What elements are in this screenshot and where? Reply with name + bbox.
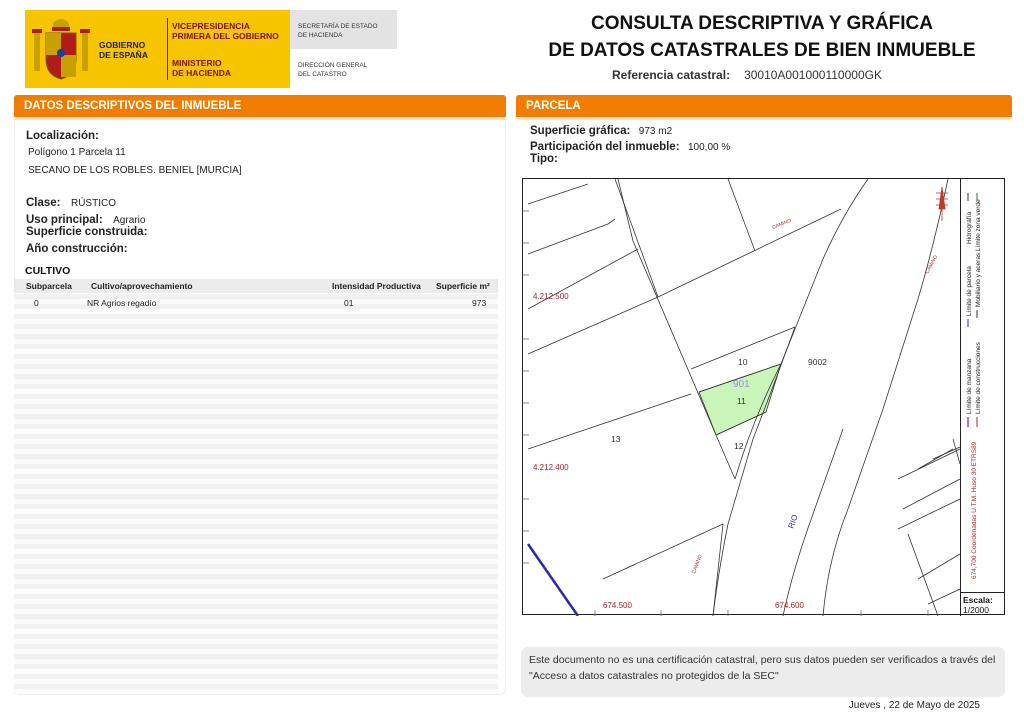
sup-grafica-value: 973 m2 xyxy=(638,126,673,137)
participacion-value: 100,00 % xyxy=(688,142,731,153)
page-title: CONSULTA DESCRIPTIVA Y GRÁFICA DE DATOS CATASTRALES DE BIEN INMUEBLE xyxy=(548,13,976,61)
legend-mobiliario: Mobiliario y aceras xyxy=(975,252,982,307)
parcel-map[interactable] xyxy=(522,178,1005,615)
localizacion-line2: SECANO DE LOS ROBLES. BENIEL [MURCIA] xyxy=(28,165,242,176)
sup-grafica-label: Superficie gráfica: xyxy=(530,125,631,137)
parcel-label: 901 xyxy=(733,379,750,390)
tipo-label: Tipo: xyxy=(530,153,558,165)
referencia-label: Referencia catastral: xyxy=(612,68,731,82)
section-parcela: PARCELA xyxy=(516,95,1012,117)
coord-y-lower: 4.212.400 xyxy=(533,463,569,472)
vicepresidencia-label: VICEPRESIDENCIA PRIMERA DEL GOBIERNO xyxy=(172,21,279,41)
legend-hidrografia: Hidrografía xyxy=(966,211,973,244)
section-datos-descriptivos: DATOS DESCRIPTIVOS DEL INMUEBLE xyxy=(14,95,506,117)
escala-value: 1/2000 xyxy=(963,605,989,615)
direccion-general-label: DIRECCIÓN GENERAL DEL CATASTRO xyxy=(298,62,368,78)
cell-superficie: 973 xyxy=(472,298,487,308)
map-legend xyxy=(961,179,1005,591)
referencia-catastral xyxy=(612,68,882,82)
road-label: CAMINO xyxy=(771,217,793,231)
cultivo-table-header xyxy=(14,279,498,293)
col-intensidad: Intensidad Productiva xyxy=(332,281,421,291)
legend-swatches xyxy=(965,179,987,439)
parcel-label: 13 xyxy=(611,434,621,444)
participacion-label: Participación del inmueble: xyxy=(530,141,680,153)
participacion-row xyxy=(530,137,730,155)
legend-limite-parcela: Límite de parcela xyxy=(966,266,973,316)
road-label: CAMINO xyxy=(691,553,704,575)
col-cultivo: Cultivo/aprovechamiento xyxy=(91,281,193,291)
cell-intensidad: 01 xyxy=(344,298,354,308)
table-row xyxy=(14,296,498,308)
clase-row xyxy=(26,193,116,211)
coord-x-right: 674.600 xyxy=(775,601,804,610)
uso-value: Agrario xyxy=(113,215,146,226)
gobierno-de-espana-label: GOBIERNO DE ESPAÑA xyxy=(99,40,148,60)
clase-label: Clase: xyxy=(26,197,61,209)
legend-coordenadas: 674,700 Coordenadas U.T.M. Huso 30 ETRS89 xyxy=(971,441,978,579)
legend-zona-verde: Límite zona verde xyxy=(975,199,982,251)
localizacion-label: Localización: xyxy=(26,130,99,142)
anio-construccion-label: Año construcción: xyxy=(26,243,128,255)
col-subparcela: Subparcela xyxy=(26,281,72,291)
parcel-label: 9002 xyxy=(808,357,827,367)
parcel-label: 11 xyxy=(737,396,746,406)
map-scale xyxy=(961,592,1005,615)
coord-y-upper: 4.212.500 xyxy=(533,292,569,301)
coat-of-arms-icon xyxy=(32,15,90,83)
superficie-construida-label: Superficie construida: xyxy=(26,226,148,238)
legend-construcciones: Límite de construcciones xyxy=(975,342,982,414)
localizacion-line1: Polígono 1 Parcela 11 xyxy=(28,147,126,158)
parcel-label: 12 xyxy=(734,441,744,451)
referencia-value: 30010A001000110000GK xyxy=(744,68,882,82)
cell-cultivo: NR Agrios regadío xyxy=(87,298,157,308)
uso-label: Uso principal: xyxy=(26,214,103,226)
cultivo-table xyxy=(14,279,498,694)
escala-label: Escala: xyxy=(963,595,993,605)
coord-x-left: 674.500 xyxy=(603,601,632,610)
cell-subparcela: 0 xyxy=(34,298,39,308)
disclaimer-note: Este documento no es una certificación catastral, pero sus datos pueden ser verificados a través del "Acceso a datos catastrales no protegidos de la SEC" xyxy=(521,647,1005,697)
secretaria-label: SECRETARÍA DE ESTADO DE HACIENDA xyxy=(298,23,378,39)
parcel-label: 10 xyxy=(738,357,748,367)
document-date: Jueves , 22 de Mayo de 2025 xyxy=(848,700,980,711)
river-label: RIO xyxy=(786,513,800,530)
legend-limite-manzana: Límite de manzana xyxy=(966,358,973,414)
cultivo-title: CULTIVO xyxy=(25,265,71,277)
cadastral-map-drawing xyxy=(523,179,960,616)
col-superficie: Superficie m² xyxy=(436,281,490,291)
header-divider xyxy=(167,18,168,80)
ministerio-label: MINISTERIO DE HACIENDA xyxy=(172,58,232,78)
clase-value: RÚSTICO xyxy=(70,198,116,209)
road-label: CAMINO xyxy=(924,254,940,275)
